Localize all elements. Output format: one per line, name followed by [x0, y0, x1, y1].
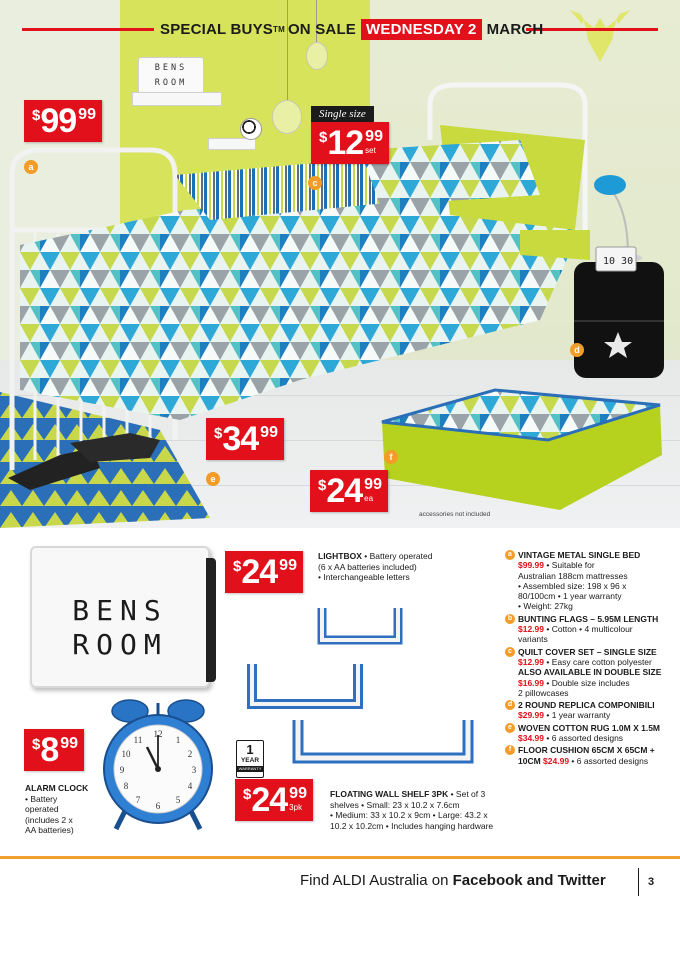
header-on-sale: ON SALE [287, 20, 357, 38]
list-title: WOVEN COTTON RUG 1.0M X 1.5M [518, 722, 661, 733]
clock-desc-0: • Battery [25, 793, 58, 804]
bedside-clock-display: 10 30 [603, 256, 634, 267]
list-badge: c [505, 647, 515, 657]
svg-text:9: 9 [119, 765, 125, 775]
footer-separator [638, 868, 639, 896]
list-text: • 6 assorted designs [544, 733, 624, 744]
price-dollar: $ [243, 786, 252, 803]
badge-d: d [570, 343, 584, 357]
price-cents: 99 [60, 735, 79, 752]
clock-desc-3: AA batteries) [25, 825, 74, 835]
footer-rule [0, 856, 680, 859]
svg-text:1: 1 [175, 735, 181, 745]
price-tag-lightbox [225, 551, 303, 593]
svg-text:4: 4 [187, 781, 193, 791]
header-rule-right [526, 28, 658, 31]
list-also: ALSO AVAILABLE IN DOUBLE SIZE [518, 667, 662, 678]
badge-c: c [308, 176, 322, 190]
single-size-label: Single size [311, 106, 374, 122]
list-badge: d [505, 700, 515, 710]
price-cents: 99 [78, 106, 96, 123]
footer-prefix: Find ALDI Australia on [300, 872, 453, 889]
list-text: variants [518, 634, 548, 645]
price-cents: 99 [365, 128, 383, 145]
price-whole: 8 [40, 731, 59, 769]
warranty-year: YEAR [240, 757, 260, 764]
clock-desc-1: operated [25, 804, 59, 814]
shelf-description [330, 789, 505, 831]
list-price: $12.99 [518, 624, 544, 635]
badge-a: a [24, 160, 38, 174]
list-title: BUNTING FLAGS – 5.95M LENGTH [518, 613, 659, 624]
shelf-desc4: 10.2 x 10.2cm • Includes hanging hardware [330, 820, 494, 831]
header-prefix: SPECIAL BUYS [160, 20, 273, 38]
floating-shelves-image [230, 600, 490, 765]
badge-f: f [384, 450, 398, 464]
svg-text:7: 7 [135, 795, 141, 805]
shelf-title: FLOATING WALL SHELF 3PK [330, 789, 449, 799]
price-dollar: $ [32, 736, 41, 753]
list-title-cont: 10CM [518, 755, 544, 766]
lightbox-product-image [30, 546, 210, 688]
list-text: 80/100cm • 1 year warranty [518, 591, 622, 602]
list-text: • Assembled size: 198 x 96 x [518, 580, 627, 591]
list-title: 2 ROUND REPLICA COMPONIBILI [518, 700, 655, 711]
list-item [505, 700, 675, 721]
lightbox-desc1: • Battery operated [361, 551, 433, 561]
alarm-clock-icon [100, 697, 215, 832]
page-number: 3 [648, 876, 655, 888]
price-dollar: $ [318, 477, 327, 494]
product-list [505, 550, 675, 768]
header-tm: TM [272, 24, 285, 34]
list-price: $99.99 [518, 560, 544, 571]
accessories-note: accessories not included [419, 511, 491, 518]
price-cents: 99 [279, 557, 297, 574]
price-tag-e [206, 418, 284, 460]
list-item [505, 614, 675, 645]
shelf-desc1: • Set of 3 [448, 789, 486, 799]
list-text: • 1 year warranty [544, 710, 611, 721]
shelf-lightbox-line1: BENS [154, 63, 188, 73]
badge-e: e [206, 472, 220, 486]
price-whole: 34 [222, 420, 259, 458]
list-text: • Suitable for [544, 560, 595, 571]
warranty-num: 1 [246, 742, 254, 757]
lightbox-side [206, 558, 216, 682]
lightbox-line1: BENS [72, 594, 168, 627]
header-rule-left [22, 28, 154, 31]
warranty-badge [236, 740, 264, 778]
price-cents: 99 [260, 424, 278, 441]
lightbox-desc3: • Interchangeable letters [318, 572, 410, 582]
list-text: 2 pillowcases [518, 687, 569, 698]
list-item [505, 745, 675, 766]
svg-text:3: 3 [191, 765, 197, 775]
list-title: VINTAGE METAL SINGLE BED [518, 550, 641, 560]
list-item [505, 550, 675, 612]
price-whole: 99 [40, 102, 77, 140]
svg-text:12: 12 [153, 729, 163, 739]
price-tag-shelf [235, 779, 313, 821]
list-text: • 6 assorted designs [569, 755, 649, 766]
list-price: $24.99 [543, 755, 570, 766]
header-text [160, 17, 543, 41]
svg-text:5: 5 [175, 795, 181, 805]
list-text: Australian 188cm mattresses [518, 570, 628, 581]
price-dollar: $ [214, 425, 223, 442]
list-item [505, 647, 675, 698]
svg-text:2: 2 [187, 749, 193, 759]
price-unit: ea [364, 494, 374, 503]
price-unit: 3pk [289, 803, 303, 812]
clock-desc-2: (includes 2 x [25, 814, 73, 825]
header-date: WEDNESDAY 2 [361, 19, 482, 40]
lightbox-desc2: (6 x AA batteries included) [318, 561, 417, 572]
list-text: • Cotton • 4 multicolour [544, 624, 633, 635]
list-price: $12.99 [518, 656, 544, 667]
list-title: QUILT COVER SET – SINGLE SIZE [518, 646, 657, 657]
clock-title: ALARM CLOCK [25, 783, 89, 793]
footer-social-text [300, 872, 606, 889]
price-tag-clock [24, 729, 84, 771]
list-text: • Double size includes [544, 677, 630, 688]
list-text: • Easy care cotton polyester [544, 656, 652, 667]
price-whole: 24 [326, 472, 363, 510]
list-price: $34.99 [518, 733, 544, 744]
lightbox-line2: ROOM [72, 628, 168, 661]
svg-text:6: 6 [155, 801, 161, 811]
list-price: $29.99 [518, 710, 544, 721]
header-month: MARCH [486, 20, 544, 38]
list-badge: e [505, 723, 515, 733]
shelf-desc2: shelves • Small: 23 x 10.2 x 7.6cm [330, 799, 460, 810]
price-cents: 99 [289, 785, 307, 802]
clock-description [25, 783, 100, 836]
shelf-desc3: • Medium: 33 x 10.2 x 9cm • Large: 43.2 x [330, 810, 488, 820]
price-whole: 24 [251, 781, 288, 819]
price-cents: 99 [364, 476, 382, 493]
list-badge: f [505, 745, 515, 755]
price-dollar: $ [319, 129, 328, 146]
list-badge: b [505, 614, 515, 624]
svg-text:8: 8 [123, 781, 129, 791]
price-tag-c [311, 122, 389, 164]
price-unit: set [365, 146, 376, 155]
price-whole: 24 [241, 553, 278, 591]
list-text: • Weight: 27kg [518, 601, 573, 612]
price-tag-a [24, 100, 102, 142]
list-item [505, 723, 675, 744]
footer-social-link[interactable]: Facebook and Twitter [452, 872, 606, 889]
svg-text:10: 10 [121, 749, 131, 759]
svg-text:11: 11 [133, 735, 143, 745]
shelf-lightbox-line2: ROOM [154, 78, 188, 88]
warranty-sub: WARRANTY [238, 766, 262, 771]
lightbox-title: LIGHTBOX [318, 551, 362, 561]
lightbox-description [318, 551, 488, 583]
price-tag-f [310, 470, 388, 512]
sale-header [0, 17, 680, 41]
price-dollar: $ [233, 558, 242, 575]
price-dollar: $ [32, 107, 41, 124]
list-price: $16.99 [518, 677, 544, 688]
list-title: FLOOR CUSHION 65CM X 65CM + [518, 745, 655, 756]
price-whole: 12 [327, 124, 364, 162]
list-badge: a [505, 550, 515, 560]
